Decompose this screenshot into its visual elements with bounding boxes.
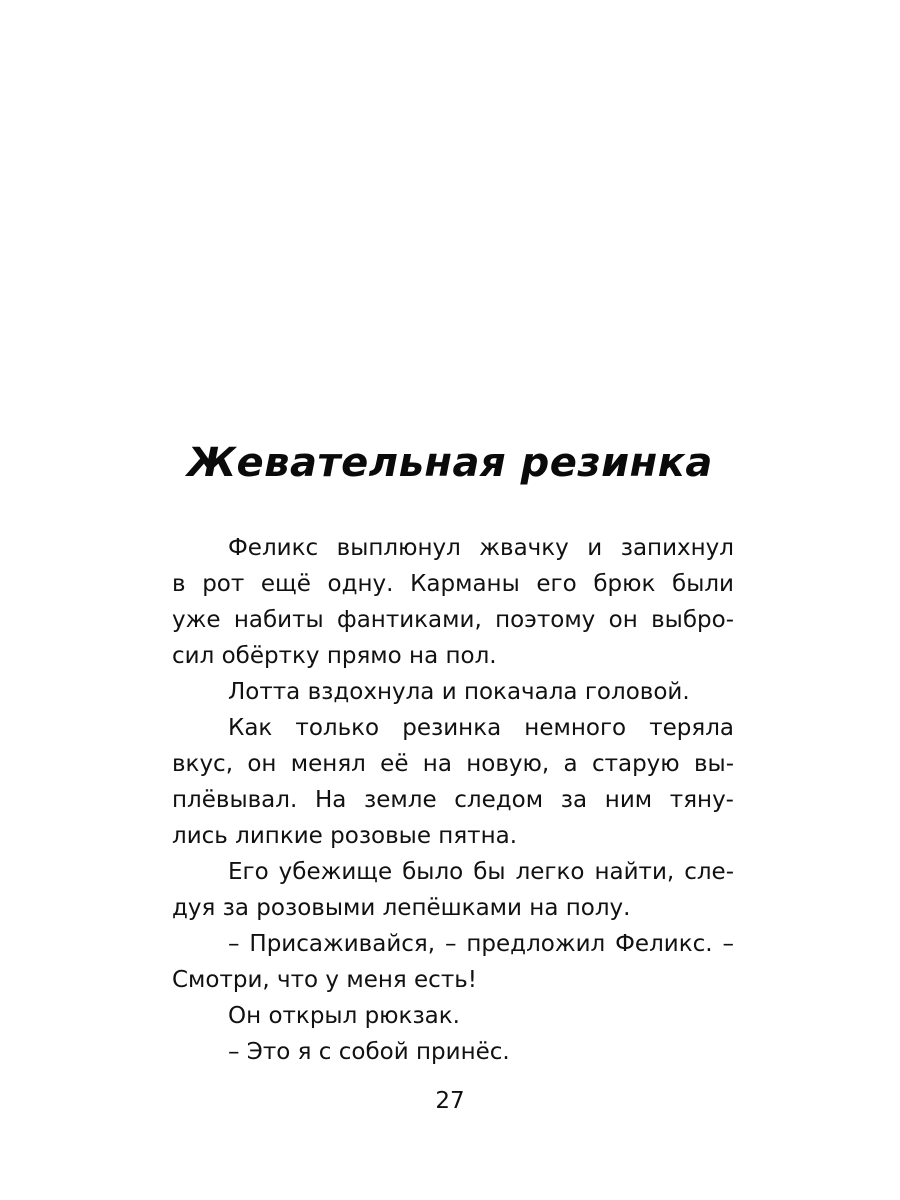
page-number: 27 [435,1088,465,1114]
chapter-title: Жевательная резинка [187,440,713,486]
text-line: уже набиты фантиками, поэтому он выбро- [172,607,734,633]
text-line: Лотта вздохнула и покачала головой. [228,679,690,705]
text-line: Феликс выплюнул жвачку и запихнул [228,535,734,561]
text-line: Как только резинка немного теряла [228,715,734,741]
text-line: в рот ещё одну. Карманы его брюк были [172,571,734,597]
text-line: лись липкие розовые пятна. [172,823,518,849]
text-line: – Это я с собой принёс. [228,1039,510,1065]
text-line: Он открыл рюкзак. [228,1003,460,1029]
text-line: – Присаживайся, – предложил Феликс. – [228,931,734,957]
text-line: Смотри, что у меня есть! [172,967,477,993]
text-line: сил обёртку прямо на пол. [172,643,497,669]
text-line: вкус, он менял её на новую, а старую вы- [172,751,734,777]
text-line: дуя за розовыми лепёшками на полу. [172,895,631,921]
text-line: плёвывал. На земле следом за ним тяну- [172,787,734,813]
text-line: Его убежище было бы легко найти, сле- [228,859,734,885]
